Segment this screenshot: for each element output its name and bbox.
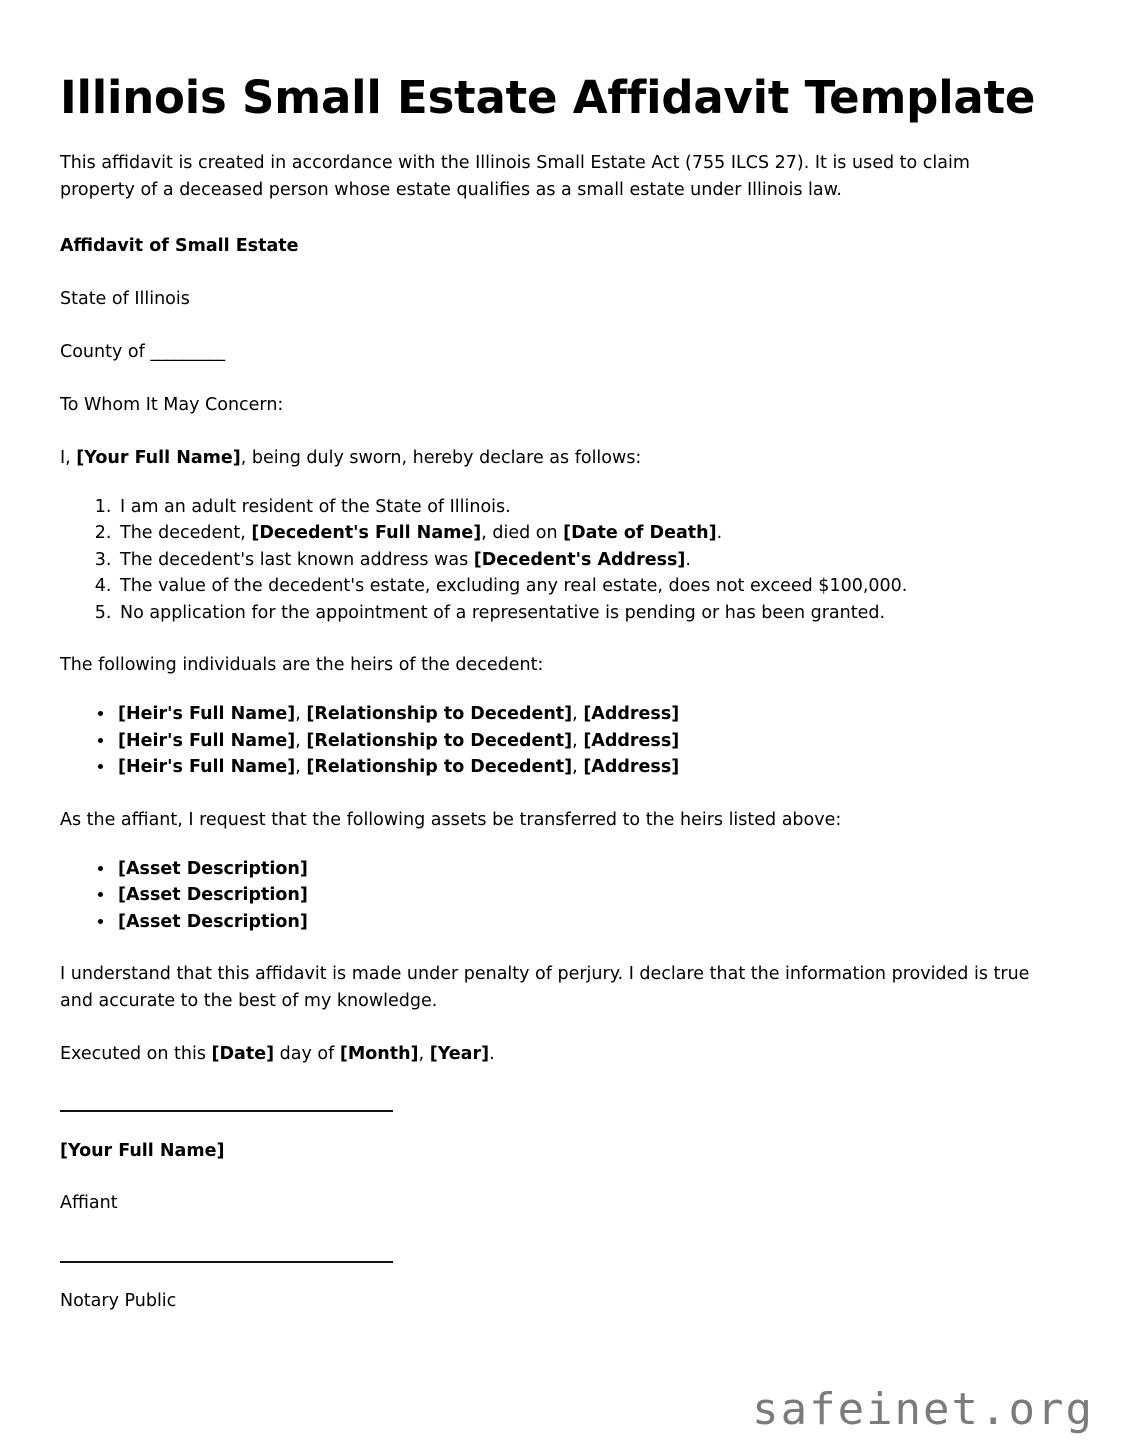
heir-relationship-placeholder: [Relationship to Decedent]	[306, 730, 573, 751]
execution-line	[60, 1015, 1048, 1068]
affiant-signature-role: Affiant	[60, 1193, 118, 1214]
date-placeholder: [Date]	[211, 1044, 275, 1065]
section-heading-affidavit: Affidavit of Small Estate	[60, 235, 299, 256]
county-line	[60, 313, 1048, 366]
site-watermark: safeinet.org	[752, 1384, 1094, 1435]
execution-mid: day of	[274, 1044, 340, 1065]
heir-separator: ,	[572, 704, 584, 725]
declaration-suffix: , being duly sworn, hereby declare as follows:	[240, 447, 642, 468]
execution-separator: ,	[418, 1044, 430, 1065]
page-title: Illinois Small Estate Affidavit Template	[60, 71, 1036, 124]
declaration-text: The decedent,	[120, 523, 252, 544]
assets-intro: As the affiant, I request that the following assets be transferred to the heirs listed above:	[60, 809, 842, 830]
asset-description-placeholder: [Asset Description]	[118, 911, 308, 932]
asset-list-item	[115, 909, 1048, 936]
declaration-item	[117, 520, 1048, 547]
heir-separator: ,	[295, 704, 307, 725]
asset-list-item	[115, 882, 1048, 909]
heir-relationship-placeholder: [Relationship to Decedent]	[306, 757, 573, 778]
declaration-placeholder: [Date of Death]	[563, 523, 717, 544]
heir-relationship-placeholder: [Relationship to Decedent]	[306, 704, 573, 725]
perjury-statement: I understand that this affidavit is made under penalty of perjury. I declare that the information provided is true and accurate to the best of my knowledge.	[60, 964, 1030, 1012]
county-blank-field: _________	[150, 341, 225, 362]
state-line: State of Illinois	[60, 288, 190, 309]
declaration-text: No application for the appointment of a representative is pending or has been granted.	[120, 602, 886, 623]
declarations-list	[60, 472, 1048, 627]
execution-suffix: .	[489, 1044, 495, 1065]
intro-paragraph: This affidavit is created in accordance with the Illinois Small Estate Act (755 ILCS 27). It is used to claim property of a deceased person whose estate qualifies as a small estate under Illinois law.	[60, 152, 970, 200]
declaration-text: The decedent's last known address was	[120, 549, 474, 570]
declaration-placeholder: [Decedent's Address]	[473, 549, 686, 570]
heir-separator: ,	[295, 730, 307, 751]
declaration-item	[117, 600, 1048, 627]
asset-description-placeholder: [Asset Description]	[118, 885, 308, 906]
heir-list-item	[115, 701, 1048, 728]
heir-separator: ,	[295, 757, 307, 778]
year-placeholder: [Year]	[429, 1044, 490, 1065]
county-label: County of	[60, 341, 151, 362]
heir-list-item	[115, 728, 1048, 755]
heir-name-placeholder: [Heir's Full Name]	[118, 757, 296, 778]
heir-name-placeholder: [Heir's Full Name]	[118, 730, 296, 751]
heirs-list	[60, 679, 1048, 781]
affiant-signature-name: [Your Full Name]	[60, 1141, 225, 1162]
declaration-text: The value of the decedent's estate, excluding any real estate, does not exceed $100,000.	[120, 576, 908, 597]
month-placeholder: [Month]	[339, 1044, 419, 1065]
declaration-text: .	[716, 523, 723, 544]
heir-separator: ,	[572, 757, 584, 778]
assets-list	[60, 834, 1048, 936]
declaration-text: I am an adult resident of the State of Illinois.	[120, 496, 511, 517]
affiant-name-placeholder: [Your Full Name]	[76, 447, 241, 468]
declaration-text: .	[685, 549, 691, 570]
heir-separator: ,	[572, 730, 584, 751]
declaration-item	[117, 494, 1048, 521]
heir-address-placeholder: [Address]	[583, 757, 680, 778]
declaration-intro	[60, 419, 1048, 472]
declaration-text: , died on	[481, 523, 564, 544]
heirs-intro: The following individuals are the heirs of the decedent:	[60, 655, 544, 676]
asset-list-item	[115, 856, 1048, 883]
declaration-prefix: I,	[60, 447, 77, 468]
salutation: To Whom It May Concern:	[60, 394, 284, 415]
declaration-item	[117, 547, 1048, 574]
heir-list-item	[115, 754, 1048, 781]
document-content	[60, 0, 1048, 1315]
execution-prefix: Executed on this	[60, 1044, 212, 1065]
heir-name-placeholder: [Heir's Full Name]	[118, 704, 296, 725]
notary-signature-role: Notary Public	[60, 1291, 177, 1312]
declaration-placeholder: [Decedent's Full Name]	[251, 523, 482, 544]
heir-address-placeholder: [Address]	[583, 704, 680, 725]
heir-address-placeholder: [Address]	[583, 730, 680, 751]
asset-description-placeholder: [Asset Description]	[118, 858, 308, 879]
declaration-item	[117, 573, 1048, 600]
